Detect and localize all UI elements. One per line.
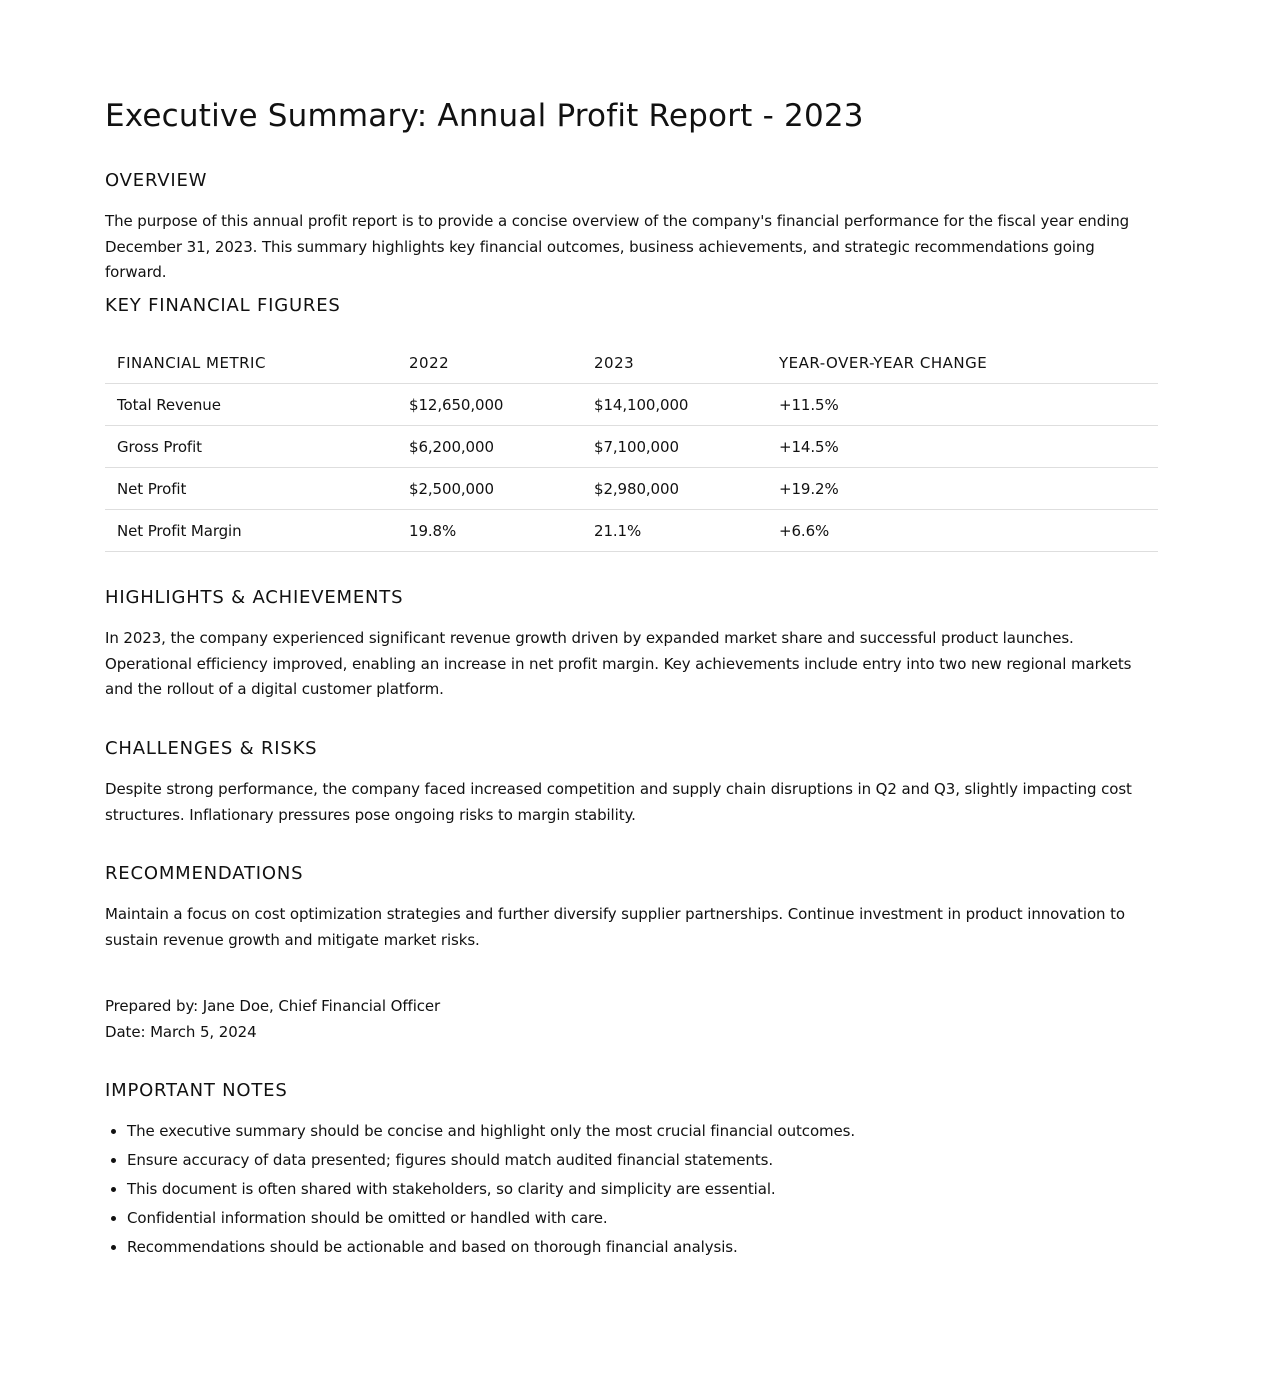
prepared-by: Prepared by: Jane Doe, Chief Financial Officer: [105, 997, 441, 1015]
highlights-heading: HIGHLIGHTS & ACHIEVEMENTS: [105, 587, 404, 608]
table-row: [105, 426, 1158, 468]
yoy-change-cell: +14.5%: [767, 426, 1158, 468]
column-header-metric: FINANCIAL METRIC: [105, 342, 397, 384]
column-header-2023: 2023: [582, 342, 767, 384]
recommendations-text: Maintain a focus on cost optimization strategies and further diversify supplier partnerships. Continue investment in product innovation to sustain revenue growth and mitigate market risks.: [105, 905, 1125, 949]
list-item: • Ensure accuracy of data presented; figures should match audited financial statements.: [127, 1146, 1157, 1175]
table-row: [105, 510, 1158, 552]
column-header-2022: 2022: [397, 342, 582, 384]
value-2022-cell: 19.8%: [397, 510, 582, 552]
value-2023-cell: 21.1%: [582, 510, 767, 552]
report-date: Date: March 5, 2024: [105, 1023, 257, 1041]
value-2022-cell: $12,650,000: [397, 384, 582, 426]
value-2023-cell: $7,100,000: [582, 426, 767, 468]
challenges-heading: CHALLENGES & RISKS: [105, 738, 318, 759]
highlights-text: In 2023, the company experienced significant revenue growth driven by expanded market share and successful product launches. Operational efficiency improved, enabling an increase in net profit margin. Key achievements include entry into two new regional markets and the rollout of a digital customer platform.: [105, 629, 1132, 698]
key-figures-heading: KEY FINANCIAL FIGURES: [105, 295, 341, 316]
table-row: [105, 384, 1158, 426]
notes-heading: IMPORTANT NOTES: [105, 1080, 288, 1101]
metric-cell: Total Revenue: [105, 384, 397, 426]
list-item: • The executive summary should be concise and highlight only the most crucial financial outcomes.: [127, 1117, 1157, 1146]
value-2023-cell: $14,100,000: [582, 384, 767, 426]
list-item: • Recommendations should be actionable and based on thorough financial analysis.: [127, 1233, 1157, 1262]
value-2022-cell: $6,200,000: [397, 426, 582, 468]
metric-cell: Net Profit: [105, 468, 397, 510]
value-2022-cell: $2,500,000: [397, 468, 582, 510]
table-header-row: [105, 342, 1158, 384]
overview-heading: OVERVIEW: [105, 170, 208, 191]
page-title: Executive Summary: Annual Profit Report - 2023: [105, 98, 864, 134]
value-2023-cell: $2,980,000: [582, 468, 767, 510]
challenges-text: Despite strong performance, the company faced increased competition and supply chain disruptions in Q2 and Q3, slightly impacting cost structures. Inflationary pressures pose ongoing risks to margin stability.: [105, 780, 1132, 824]
column-header-yoy-change: YEAR-OVER-YEAR CHANGE: [767, 342, 1158, 384]
financial-figures-table: [105, 342, 1158, 552]
notes-list: [105, 1117, 1157, 1262]
signature-block: [105, 993, 440, 1045]
list-item: • This document is often shared with stakeholders, so clarity and simplicity are essential.: [127, 1175, 1157, 1204]
table-row: [105, 468, 1158, 510]
list-item: • Confidential information should be omitted or handled with care.: [127, 1204, 1157, 1233]
metric-cell: Net Profit Margin: [105, 510, 397, 552]
yoy-change-cell: +11.5%: [767, 384, 1158, 426]
overview-text: The purpose of this annual profit report is to provide a concise overview of the company's financial performance for the fiscal year ending December 31, 2023. This summary highlights key financial outcomes, business achievements, and strategic recommendations going forward.: [105, 212, 1130, 281]
yoy-change-cell: +19.2%: [767, 468, 1158, 510]
yoy-change-cell: +6.6%: [767, 510, 1158, 552]
metric-cell: Gross Profit: [105, 426, 397, 468]
recommendations-heading: RECOMMENDATIONS: [105, 863, 304, 884]
